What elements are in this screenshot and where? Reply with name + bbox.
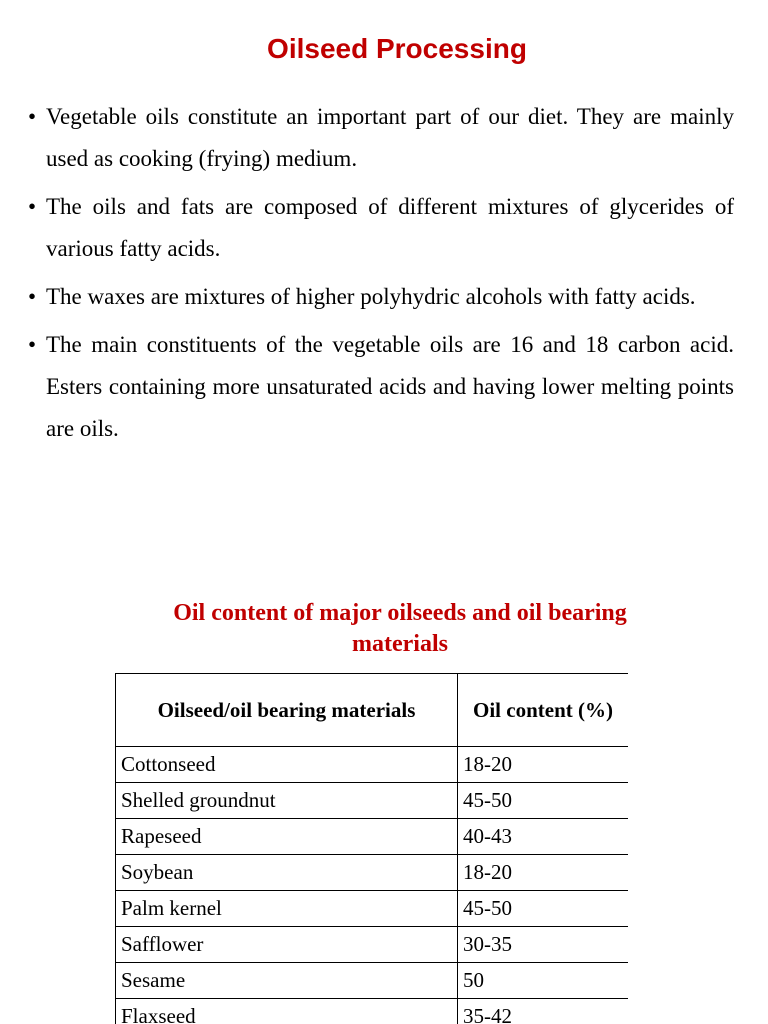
oil-content-cell: 35-42 xyxy=(458,999,629,1024)
bullet-text: The main constituents of the vegetable oils are 16 and 18 carbon acid. Esters containing more unsaturated acids and having lower melting points are oils. xyxy=(46,332,734,441)
oil-content-cell: 30-35 xyxy=(458,927,629,963)
table-title: Oil content of major oilseeds and oil bearing materials xyxy=(173,600,627,657)
table-row xyxy=(116,819,629,855)
table-row xyxy=(116,855,629,891)
bullet-marker: • xyxy=(28,284,37,309)
bullet-marker: • xyxy=(28,104,37,129)
oil-content-cell: 18-20 xyxy=(458,855,629,891)
bullet-text: The oils and fats are composed of different mixtures of glycerides of various fatty acids. xyxy=(46,194,734,261)
oil-content-cell: 45-50 xyxy=(458,891,629,927)
table-row xyxy=(116,891,629,927)
material-cell: Shelled groundnut xyxy=(116,783,458,819)
material-cell: Flaxseed xyxy=(116,999,458,1024)
bullet-list xyxy=(28,96,734,456)
oil-content-cell: 40-43 xyxy=(458,819,629,855)
column-header-oil-content: Oil content (%) xyxy=(458,674,629,747)
material-cell: Soybean xyxy=(116,855,458,891)
bullet-text: Vegetable oils constitute an important part of our diet. They are mainly used as cooking (frying) medium. xyxy=(46,104,734,171)
table-row xyxy=(116,783,629,819)
table-row xyxy=(116,999,629,1024)
bullet-marker: • xyxy=(28,332,37,357)
bullet-item xyxy=(28,324,734,450)
bullet-item xyxy=(28,186,734,270)
material-cell: Cottonseed xyxy=(116,747,458,783)
oil-content-table xyxy=(115,673,628,1024)
table-row xyxy=(116,963,629,999)
bullet-marker: • xyxy=(28,194,37,219)
material-cell: Sesame xyxy=(116,963,458,999)
bullet-item xyxy=(28,96,734,180)
oil-content-cell: 18-20 xyxy=(458,747,629,783)
column-header-material: Oilseed/oil bearing materials xyxy=(116,674,458,747)
bullet-text: The waxes are mixtures of higher polyhydric alcohols with fatty acids. xyxy=(46,284,696,309)
table-header-row xyxy=(116,674,629,747)
oil-content-table-wrapper xyxy=(115,673,628,1024)
bullet-item xyxy=(28,276,734,318)
page-title: Oilseed Processing xyxy=(267,33,527,64)
table-row xyxy=(116,747,629,783)
material-cell: Palm kernel xyxy=(116,891,458,927)
oil-content-cell: 45-50 xyxy=(458,783,629,819)
oil-content-cell: 50 xyxy=(458,963,629,999)
material-cell: Safflower xyxy=(116,927,458,963)
table-row xyxy=(116,927,629,963)
material-cell: Rapeseed xyxy=(116,819,458,855)
